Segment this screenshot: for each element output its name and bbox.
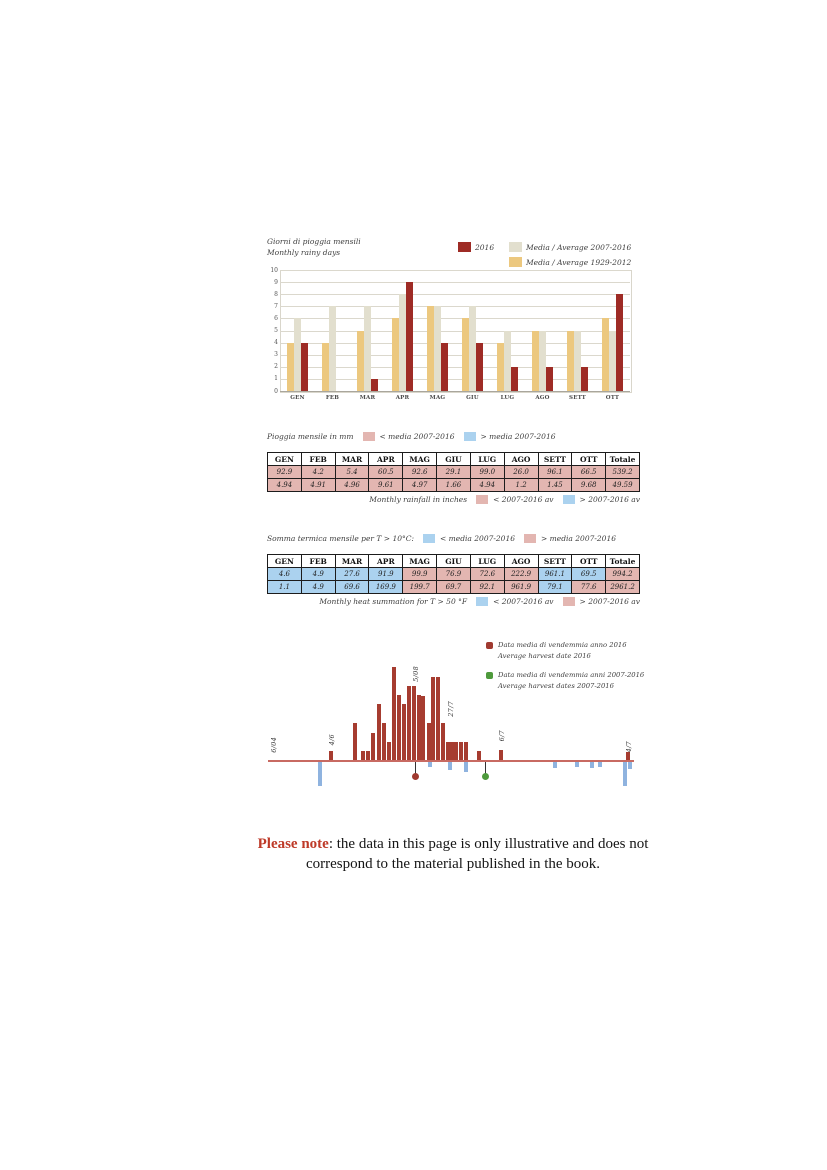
table-cell: 961.1 [538, 568, 572, 581]
harvest-date-histogram [267, 650, 639, 792]
column-header: OTT [572, 453, 606, 466]
table-cell: 99.0 [470, 466, 504, 479]
table-cell: 69.7 [437, 581, 471, 594]
x-axis-label-sett: SETT [569, 395, 586, 401]
histogram-bar-up [366, 751, 370, 760]
rain-days-bar-chart [267, 268, 640, 402]
bar-mag-1 [434, 306, 441, 391]
rotated-date-label: 4/7 [625, 740, 633, 752]
bar-mag-0 [427, 306, 434, 391]
pink-swatch [563, 597, 575, 606]
x-axis-label-gen: GEN [290, 395, 305, 401]
column-header: APR [369, 453, 403, 466]
column-header: MAR [335, 453, 369, 466]
heat-summation-caption-english [267, 597, 640, 606]
caption-legend-label: > 2007-2016 av [579, 597, 640, 606]
table-cell: 199.7 [403, 581, 437, 594]
table-cell: 76.9 [437, 568, 471, 581]
y-axis-tick: 4 [274, 339, 278, 347]
table-cell: 1.66 [437, 479, 471, 492]
histogram-bar-up [477, 751, 481, 760]
bar-apr-1 [399, 294, 406, 391]
y-axis-tick: 5 [274, 327, 278, 334]
table-cell: 29.1 [437, 466, 471, 479]
y-axis-tick: 1 [274, 375, 278, 383]
legend-label-avg-1929-2012: Media / Average 1929-2012 [526, 257, 632, 267]
caption-legend-label: < 2007-2016 av [493, 495, 554, 504]
caption-text: Pioggia mensile in mm [267, 432, 354, 441]
table-cell: 92.6 [403, 466, 437, 479]
y-axis-tick: 3 [274, 351, 278, 359]
caption-text: Monthly rainfall in inches [369, 495, 468, 504]
caption-legend-label: < media 2007-2016 [440, 534, 515, 543]
column-header: Totale [606, 555, 640, 568]
legend-swatch-avg-1929-2012 [509, 257, 522, 267]
caption-text: Monthly heat summation for T > 50 °F [319, 597, 468, 606]
histogram-bar-up [436, 677, 440, 760]
x-axis-label-apr: APR [395, 395, 410, 401]
bar-apr-0 [392, 318, 399, 391]
table-cell: 49.59 [606, 479, 640, 492]
heat-summation-table [267, 554, 640, 594]
table-cell: 79.1 [538, 581, 572, 594]
bar-giu-1 [469, 306, 476, 391]
caption-legend-label: > 2007-2016 av [579, 495, 640, 504]
bar-ago-0 [532, 331, 539, 392]
y-axis-tick: 6 [274, 314, 278, 322]
column-header: GIU [437, 555, 471, 568]
gridline [280, 391, 630, 392]
bar-sett-1 [574, 331, 581, 392]
legend-item-avg-1929-2012 [509, 257, 631, 267]
table-cell: 4.94 [470, 479, 504, 492]
table-cell: 27.6 [335, 568, 369, 581]
rain-days-chart-title [267, 237, 361, 259]
histogram-bar-down [623, 762, 627, 786]
histogram-bar-up [407, 686, 411, 760]
x-axis-label-lug: LUG [500, 395, 515, 401]
caption-text: Somma termica mensile per T > 10°C: [267, 534, 415, 543]
table-cell: 4.2 [301, 466, 335, 479]
bar-sett-2 [581, 367, 588, 391]
x-axis-label-mar: MAR [359, 395, 376, 401]
table-cell: 994.2 [606, 568, 640, 581]
pink-swatch [524, 534, 536, 543]
note-lead: Please note [257, 836, 329, 852]
bar-apr-2 [406, 282, 413, 391]
y-axis-tick: 10 [270, 266, 278, 274]
histogram-bar-up [377, 704, 381, 760]
table-cell: 72.6 [470, 568, 504, 581]
y-axis-tick: 7 [274, 302, 278, 310]
column-header: AGO [504, 453, 538, 466]
pink-swatch [476, 495, 488, 504]
bar-ott-1 [609, 331, 616, 392]
gridline [280, 270, 630, 271]
caption-legend-label: > media 2007-2016 [541, 534, 616, 543]
table-cell: 92.1 [470, 581, 504, 594]
bar-lug-2 [511, 367, 518, 391]
bar-gen-2 [301, 343, 308, 391]
histogram-bar-up [499, 750, 503, 760]
table-cell: 4.97 [403, 479, 437, 492]
table-cell: 96.1 [538, 466, 572, 479]
table-cell: 99.9 [403, 568, 437, 581]
bar-lug-0 [497, 343, 504, 391]
marker-dot [482, 773, 489, 780]
legend-text: Data media di vendemmia anno 2016 Average harvest date 2016 [498, 641, 627, 660]
table-cell: 4.9 [301, 568, 335, 581]
histogram-bar-up [459, 742, 463, 760]
bar-ago-1 [539, 331, 546, 392]
table-cell: 1.2 [504, 479, 538, 492]
legend-text: Data media di vendemmia anni 2007-2016 Average harvest dates 2007-2016 [498, 670, 645, 690]
table-cell: 4.96 [335, 479, 369, 492]
table-cell: 4.9 [301, 581, 335, 594]
legend-item-2016 [458, 242, 494, 252]
table-cell: 9.68 [572, 479, 606, 492]
bar-mar-2 [371, 379, 378, 391]
histogram-bar-up [412, 686, 416, 760]
column-header: SETT [538, 555, 572, 568]
legend-item-avg-2007-2016 [509, 242, 631, 252]
blue-swatch [423, 534, 435, 543]
histogram-bar-up [387, 742, 391, 760]
caption-legend-label: > media 2007-2016 [480, 432, 556, 441]
histogram-bar-up [454, 742, 458, 760]
histogram-bar-down [628, 762, 632, 769]
histogram-bar-down [464, 762, 468, 772]
y-axis-tick: 0 [274, 387, 278, 395]
histogram-bar-up [626, 752, 630, 760]
disclaimer-note [253, 835, 653, 874]
bar-mag-2 [441, 343, 448, 391]
table-cell: 1.1 [268, 581, 302, 594]
column-header: MAG [403, 555, 437, 568]
histogram-bar-up [421, 696, 425, 760]
histogram-bar-up [371, 733, 375, 760]
bar-sett-0 [567, 331, 574, 392]
bar-ott-0 [602, 318, 609, 391]
gridline [280, 282, 630, 283]
column-header: GEN [268, 453, 302, 466]
column-header: APR [369, 555, 403, 568]
histogram-bar-down [428, 762, 432, 767]
x-axis-label-mag: MAG [429, 395, 446, 401]
table-cell: 66.5 [572, 466, 606, 479]
rotated-date-label: 5/08 [412, 666, 420, 682]
bar-mar-1 [364, 306, 371, 391]
blue-swatch [464, 432, 476, 441]
column-header: GIU [437, 453, 471, 466]
table-row [268, 581, 640, 594]
pink-swatch [363, 432, 375, 441]
column-header: AGO [504, 555, 538, 568]
chart-title-english: Monthly rainy days [267, 247, 341, 257]
bar-giu-0 [462, 318, 469, 391]
rainfall-table-caption [267, 432, 555, 441]
blue-swatch [563, 495, 575, 504]
histogram-bar-up [431, 677, 435, 760]
table-cell: 9.61 [369, 479, 403, 492]
red-dot-icon [486, 642, 493, 649]
table-cell: 1.45 [538, 479, 572, 492]
histogram-bar-down [448, 762, 452, 770]
column-header: MAR [335, 555, 369, 568]
note-body: : the data in this page is only illustrative and does not correspond to the material published in the book. [305, 836, 649, 872]
column-header: GEN [268, 555, 302, 568]
column-header: Totale [606, 453, 640, 466]
histogram-bar-down [553, 762, 557, 768]
table-cell: 4.91 [301, 479, 335, 492]
y-axis-tick: 8 [274, 290, 278, 298]
table-row [268, 479, 640, 492]
bar-giu-2 [476, 343, 483, 391]
column-header: FEB [301, 555, 335, 568]
legend-swatch-avg-2007-2016 [509, 242, 522, 252]
bar-ago-2 [546, 367, 553, 391]
bar-gen-0 [287, 343, 294, 391]
table-cell: 26.0 [504, 466, 538, 479]
histogram-bar-down [598, 762, 602, 767]
column-header: LUG [470, 555, 504, 568]
caption-legend-label: < media 2007-2016 [379, 432, 455, 441]
histogram-bar-down [318, 762, 322, 786]
column-header: MAG [403, 453, 437, 466]
column-header: LUG [470, 453, 504, 466]
column-header: OTT [572, 555, 606, 568]
table-row [268, 568, 640, 581]
bar-feb-0 [322, 343, 329, 391]
x-axis-label-feb: FEB [325, 395, 340, 401]
table-cell: 77.6 [572, 581, 606, 594]
rotated-date-label: 4/6 [328, 733, 336, 745]
bar-ott-2 [616, 294, 623, 391]
legend-swatch-2016 [458, 242, 471, 252]
histogram-bar-up [361, 751, 365, 760]
table-row [268, 466, 640, 479]
rotated-date-label: 6/04 [270, 737, 278, 753]
table-cell: 961.9 [504, 581, 538, 594]
rainfall-table-caption-english [267, 495, 640, 504]
table-cell: 69.5 [572, 568, 606, 581]
column-header: FEB [301, 453, 335, 466]
histogram-bar-up [392, 667, 396, 760]
histogram-bar-down [575, 762, 579, 767]
table-cell: 4.6 [268, 568, 302, 581]
table-cell: 539.2 [606, 466, 640, 479]
table-cell: 91.9 [369, 568, 403, 581]
table-cell: 60.5 [369, 466, 403, 479]
histogram-bar-up [441, 723, 445, 760]
histogram-bar-down [590, 762, 594, 768]
bar-mar-0 [357, 331, 364, 392]
bar-gen-1 [294, 318, 301, 391]
monthly-rainfall-table [267, 452, 640, 492]
table-cell: 92.9 [268, 466, 302, 479]
gridline [280, 294, 630, 295]
x-axis-label-ott: OTT [605, 395, 620, 401]
rotated-date-label: 27/7 [447, 701, 455, 717]
table-cell: 222.9 [504, 568, 538, 581]
table-cell: 169.9 [369, 581, 403, 594]
legend-label-2016: 2016 [475, 242, 495, 252]
histogram-bar-up [397, 695, 401, 760]
histogram-bar-up [329, 751, 333, 760]
bar-lug-1 [504, 331, 511, 392]
table-cell: 2961.2 [606, 581, 640, 594]
column-header: SETT [538, 453, 572, 466]
x-axis-label-giu: GIU [466, 395, 479, 401]
legend-label-avg-2007-2016: Media / Average 2007-2016 [526, 242, 632, 252]
blue-swatch [476, 597, 488, 606]
table-cell: 69.6 [335, 581, 369, 594]
rotated-date-label: 6/7 [498, 729, 506, 741]
histogram-bar-up [353, 723, 357, 760]
marker-dot [412, 773, 419, 780]
y-axis-tick: 2 [274, 363, 278, 371]
histogram-bar-up [402, 704, 406, 760]
histogram-bar-up [382, 723, 386, 760]
histogram-bar-up [464, 742, 468, 760]
bar-feb-1 [329, 306, 336, 391]
y-axis-tick: 9 [274, 278, 278, 286]
chart-title-italian: Giorni di pioggia mensili [267, 237, 361, 246]
heat-summation-caption [267, 534, 616, 543]
table-cell: 5.4 [335, 466, 369, 479]
x-axis-label-ago: AGO [535, 395, 550, 401]
caption-legend-label: < 2007-2016 av [493, 597, 554, 606]
table-cell: 4.94 [268, 479, 302, 492]
